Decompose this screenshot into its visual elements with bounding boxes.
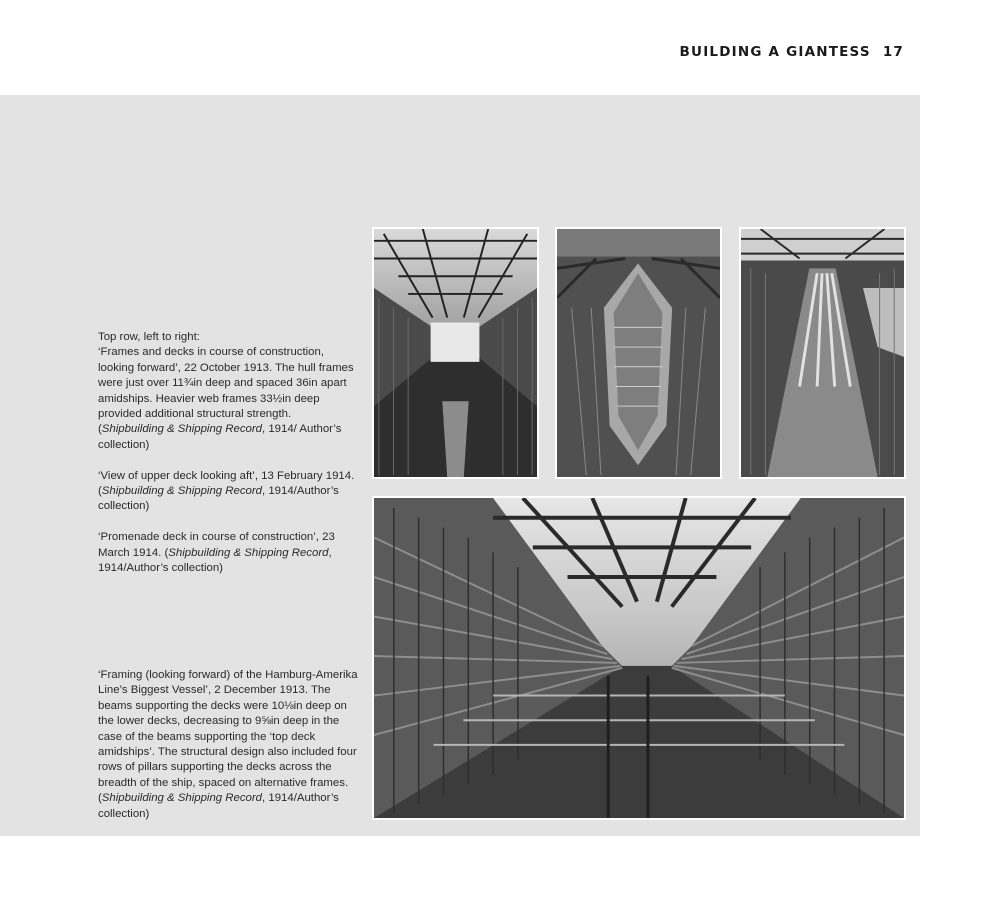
caption-2-source: Shipbuilding & Shipping Record	[101, 485, 263, 498]
photo-framing-forward-image	[374, 498, 904, 818]
caption-1-source: Shipbuilding & Shipping Record	[101, 423, 263, 436]
caption-2-text: ‘View of upper deck looking aft’, 13 February 1914. (	[98, 469, 355, 498]
caption-block-top	[98, 330, 360, 576]
caption-2	[98, 469, 360, 515]
photo-framing-forward	[372, 496, 906, 820]
caption-3-credit: , 1914/Author’s collection)	[98, 546, 332, 575]
caption-3	[98, 530, 360, 576]
photo-promenade-deck	[739, 227, 906, 479]
caption-1-credit: , 1914/ Author’s collection)	[98, 423, 342, 451]
caption-3-source: Shipbuilding & Shipping Record	[168, 546, 329, 559]
photo-frames-and-decks-image	[374, 229, 537, 477]
caption-1-text: ‘Frames and decks in course of construction, looking forward’, 22 October 1913. The hull frames were just over 11¾in deep and spaced 36in apart amidships. Heavier web frames 33½in deep provided additional structural strength. (	[98, 346, 354, 436]
photo-upper-deck-aft	[555, 227, 722, 479]
caption-4	[98, 668, 360, 822]
chapter-title: BUILDING A GIANTESS	[679, 44, 871, 60]
running-head	[680, 44, 904, 60]
caption-heading: Top row, left to right:	[98, 331, 200, 343]
caption-4-text: ‘Framing (looking forward) of the Hamburg-Amerika Line’s Biggest Vessel’, 2 December 1913. The beams supporting the decks were 10⅛in deep on the lower decks, decreasing to 9⅝in deep in the case of the beams supporting the ‘top deck amidships’. The structural design also included four rows of pillars supporting the decks across the breadth of the ship, spaced on alternative frames. (	[98, 669, 358, 805]
page-number: 17	[882, 44, 904, 60]
photo-frames-and-decks	[372, 227, 539, 479]
caption-4-source-2: Record	[225, 792, 263, 805]
caption-4-credit: , 1914/Author’s collection)	[98, 792, 339, 820]
photo-upper-deck-aft-image	[557, 229, 720, 477]
caption-2-credit: , 1914/Author’s collection)	[98, 485, 339, 513]
caption-1	[98, 345, 360, 453]
caption-3-text: ‘Promenade deck in course of construction’, 23 March 1914. (	[98, 531, 335, 559]
caption-4-source: Shipbuilding & Shipping	[101, 792, 223, 805]
caption-block-bottom	[98, 668, 360, 822]
photo-promenade-deck-image	[741, 229, 904, 477]
